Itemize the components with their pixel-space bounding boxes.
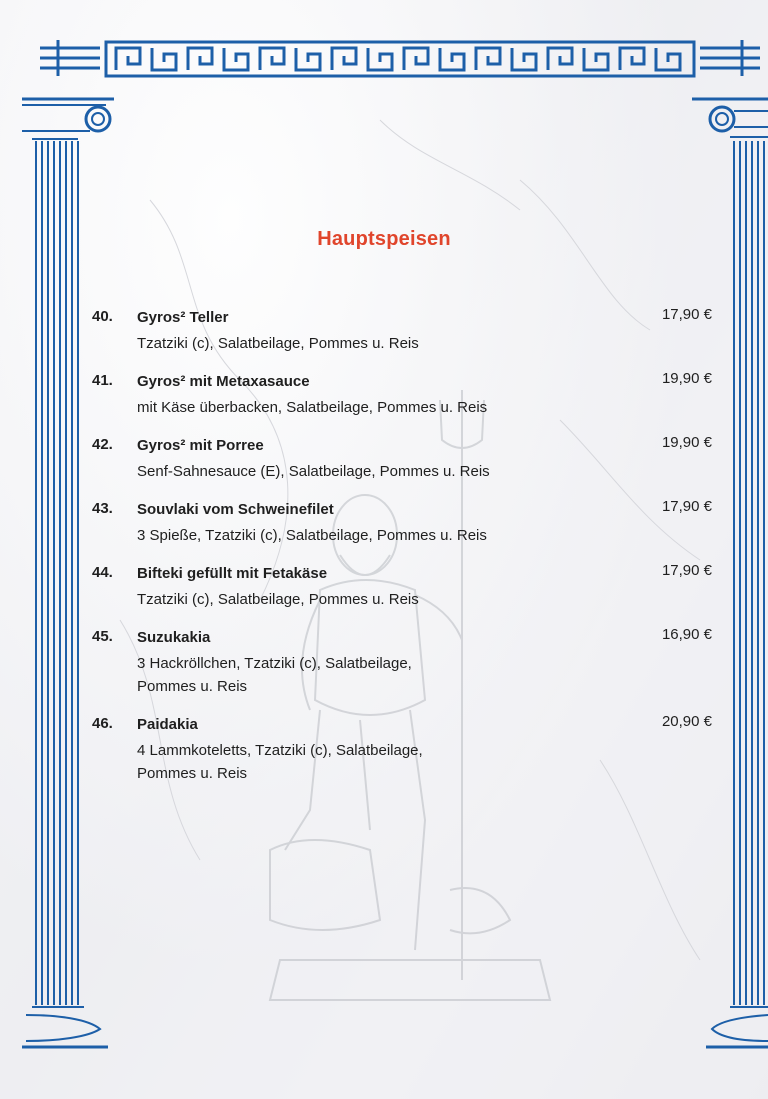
item-price: 17,90 € (661, 562, 712, 579)
item-description: Tzatziki (c), Salatbeilage, Pommes u. Reis (137, 335, 419, 352)
list-item (92, 500, 732, 547)
greek-key-border-icon (40, 36, 760, 96)
item-description: 3 Hackröllchen, Tzatziki (c), Salatbeilage, Pommes u. Reis (137, 655, 412, 695)
item-price: 19,90 € (661, 370, 712, 387)
item-number: 42. (92, 436, 113, 453)
menu-list (92, 308, 732, 802)
item-price: 16,90 € (661, 626, 712, 643)
list-item (92, 308, 732, 355)
item-number: 41. (92, 372, 113, 389)
item-price: 19,90 € (661, 434, 712, 451)
item-name: Gyros² mit Metaxasauce (137, 373, 310, 390)
item-name: Bifteki gefüllt mit Fetakäse (137, 565, 328, 582)
item-name: Suzukakia (137, 629, 211, 646)
item-description: 3 Spieße, Tzatziki (c), Salatbeilage, Pommes u. Reis (137, 527, 487, 544)
item-number: 43. (92, 500, 113, 517)
list-item (92, 564, 732, 611)
page-title: Hauptspeisen (317, 228, 451, 250)
item-price: 17,90 € (661, 498, 712, 515)
item-price: 17,90 € (661, 306, 712, 323)
list-item (92, 715, 732, 785)
item-number: 46. (92, 715, 113, 732)
item-description: mit Käse überbacken, Salatbeilage, Pommes u. Reis (137, 399, 488, 416)
item-price: 20,90 € (661, 713, 712, 730)
list-item (92, 372, 732, 419)
item-name: Gyros² Teller (137, 309, 229, 326)
item-name: Paidakia (137, 716, 198, 733)
item-name: Souvlaki vom Schweinefilet (137, 501, 334, 518)
item-number: 44. (92, 564, 113, 581)
item-description: 4 Lammkoteletts, Tzatziki (c), Salatbeilage, Pommes u. Reis (137, 742, 423, 782)
item-number: 45. (92, 628, 113, 645)
item-number: 40. (92, 308, 113, 325)
list-item (92, 628, 732, 698)
item-description: Tzatziki (c), Salatbeilage, Pommes u. Reis (137, 591, 419, 608)
list-item (92, 436, 732, 483)
item-name: Gyros² mit Porree (137, 437, 264, 454)
item-description: Senf-Sahnesauce (E), Salatbeilage, Pommes u. Reis (137, 463, 490, 480)
